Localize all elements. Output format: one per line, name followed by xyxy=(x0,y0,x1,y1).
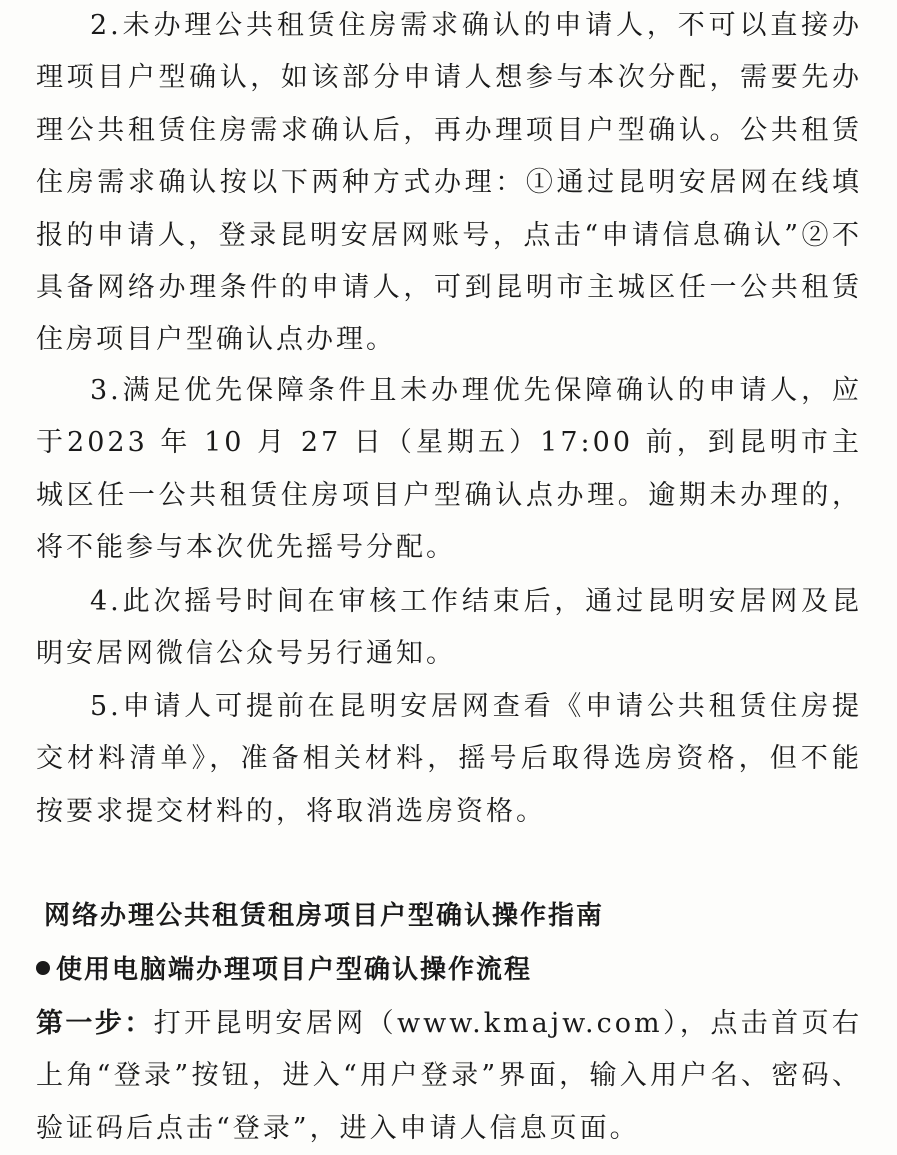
step-1 xyxy=(36,998,862,1155)
paragraph-item-4: 4.此次摇号时间在审核工作结束后，通过昆明安居网及昆明安居网微信公众号另行通知。 xyxy=(36,586,862,670)
guide-title xyxy=(44,896,870,936)
paragraph-item-2: 2.未办理公共租赁住房需求确认的申请人，不可以直接办理项目户型确认，如该部分申请人想参与本次分配，需要先办理公共租赁住房需求确认后，再办理项目户型确认。公共租赁住房需求确认按以下两种方式办理：①通过昆明安居网在线填报的申请人，登录昆明安居网账号，点击“申请信息确认”②不具备网络办理条件的申请人，可到昆明市主城区任一公共租赁住房项目户型确认点办理。 xyxy=(36,10,862,356)
step-1-label: 第一步： xyxy=(36,1008,154,1039)
guide-subtitle xyxy=(36,950,862,990)
bullet-icon xyxy=(36,961,50,975)
paragraph-item-5: 5.申请人可提前在昆明安居网查看《申请公共租赁住房提交材料清单》，准备相关材料，摇号后取得选房资格，但不能按要求提交材料的，将取消选房资格。 xyxy=(36,691,862,827)
guide-subtitle-text: 使用电脑端办理项目户型确认操作流程 xyxy=(56,955,533,985)
step-1-text: 打开昆明安居网（www.kmajw.com），点击首页右上角“登录”按钮，进入“用户登录”界面，输入用户名、密码、验证码后点击“登录”，进入申请人信息页面。 xyxy=(36,1008,863,1144)
guide-title-text: 网络办理公共租赁租房项目户型确认操作指南 xyxy=(44,901,605,931)
paragraph-item-3: 3.满足优先保障条件且未办理优先保障确认的申请人，应于2023 年 10 月 27 日（星期五）17:00 前，到昆明市主城区任一公共租赁住房项目户型确认点办理。逾期未办理的，将不能参与本次优先摇号分配。 xyxy=(36,375,862,564)
